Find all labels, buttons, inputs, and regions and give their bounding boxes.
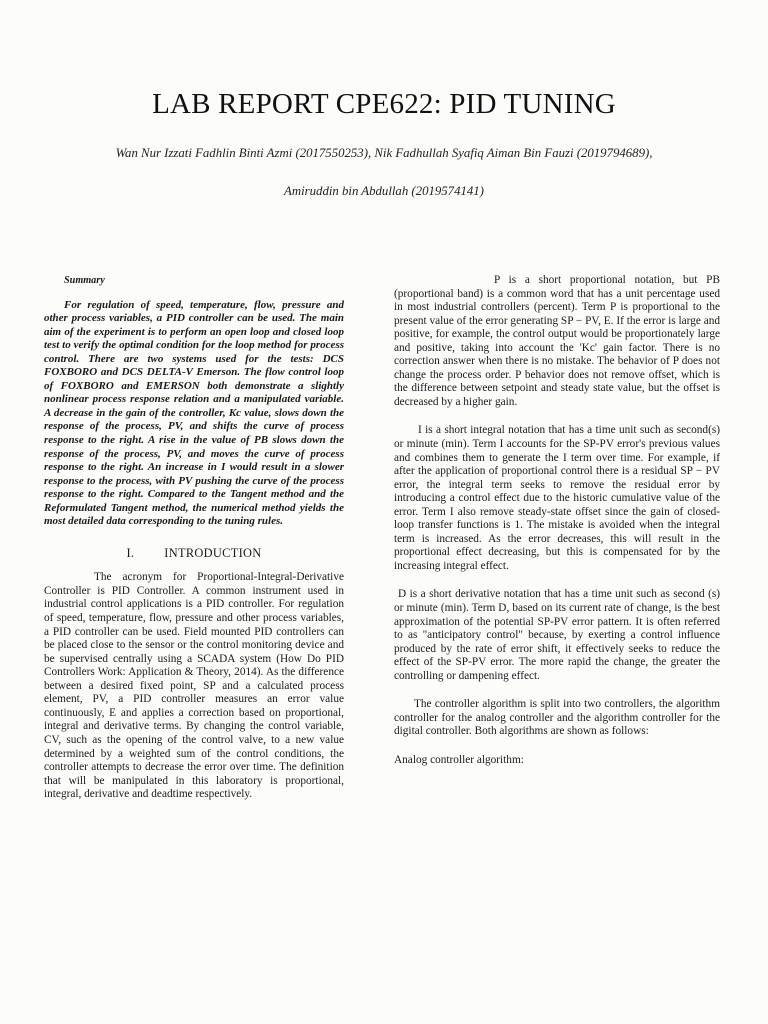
section-heading-introduction	[44, 547, 344, 561]
right-column	[394, 274, 720, 783]
d-term-paragraph: D is a short derivative notation that has a time unit such as second (s) or minute (min). Term D, based on its current rate of change, is the best approximation of the potential SP-PV error pattern. It is often referred to as "anticipatory control" because, by exerting a control influence produced by the rate of error shift, it effectively seeks to reduce the effect of the SP-PV error. The more rapid the change, the greater the controlling or dampening effect.	[394, 588, 720, 682]
section-number: I.	[126, 545, 135, 560]
i-term-paragraph: I is a short integral notation that has a time unit such as second(s) or minute (min). Term I accounts for the SP-PV error's previous values and combines them to generate the I term over time. For example, if after the application of proportional control there is a residual SP − PV error, the integral term seeks to remove the residual error by introducing a control effect due to the historic cumulative value of the error. Term I also remove steady-state offset since the gain of closed-loop transfer functions is 1. The mistake is avoided when the integral term is increased. As the error decreases, this will result in the proportional effect decreasing, but this is compensated for by the increasing integral effect.	[394, 424, 720, 572]
left-column	[44, 274, 344, 802]
p-term-paragraph: P is a short proportional notation, but PB (proportional band) is a common word that has a unit percentage used in most industrial controllers (percent). Term P is proportional to the present value of the error generating SP − PV, E. If the error is large and positive, for example, the control output would be proportionately large and positive, taking into account the 'Kc' gain factor. There is no correction answer when there is no mistake. The behavior of P does not change the process order. P behavior does not remove offset, which is the difference between setpoint and steady state value, but the offset is decreased by a higher gain.	[394, 274, 720, 408]
author-list-continued: Amiruddin bin Abdullah (2019574141)	[284, 184, 484, 198]
analog-algorithm-label: Analog controller algorithm:	[394, 753, 524, 766]
introduction-paragraph: The acronym for Proportional-Integral-Derivative Controller is PID Controller. A common instrument used in industrial control applications is a PID controller. For regulation of speed, temperature, flow, pressure and other process variables, a PID controller can be used. Field mounted PID controllers can be placed close to the sensor or the control monitoring device and be supervised centrally using a SCADA system (How Do PID Controllers Work: Application & Theory, 2014). As the difference between a desired fixed point, SP and a calculated process element, PV, a PID controller measures an error value continuously, E and applies a correction based on proportional, integral and derivative terms. By changing the control variable, CV, such as the opening of the control valve, to a new value determined by a weighted sum of the control conditions, the controller attempts to decrease the error over time. The definition that will be manipulated in this laboratory is proportional, integral, derivative and deadtime respectively.	[44, 571, 344, 801]
paper-title: LAB REPORT CPE622: PID TUNING	[152, 88, 616, 120]
section-title: INTRODUCTION	[164, 545, 262, 560]
summary-text: For regulation of speed, temperature, flow, pressure and other process variables, a PID controller can be used. The main aim of the experiment is to perform an open loop and closed loop test to verify the optimal condition for the loop method for process control. There are two systems used for the tests: DCS FOXBORO and DCS DELTA-V Emerson. The flow control loop of FOXBORO and EMERSON both demonstrate a slightly nonlinear process response relation and a manipulated variable. A decrease in the gain of the controller, Kc value, slows down the response of the process, PV, and shifts the curve of process response to the right. A rise in the value of PB slows down the response of the process, PV, and moves the curve of process response to the right. An increase in I would result in a slower response to the process, with PV pushing the curve of the process response to the right. Compared to the Tangent method and the Reformulated Tangent method, the numerical method yields the most detailed data corresponding to the tuning rules.	[44, 298, 344, 528]
algorithm-paragraph: The controller algorithm is split into two controllers, the algorithm controller for the analog controller and the algorithm controller for the digital controller. Both algorithms are shown as follows:	[394, 698, 720, 738]
author-list: Wan Nur Izzati Fadhlin Binti Azmi (2017550253), Nik Fadhullah Syafiq Aiman Bin Fauzi (2019794689),	[115, 146, 653, 160]
summary-heading: Summary	[64, 275, 105, 286]
